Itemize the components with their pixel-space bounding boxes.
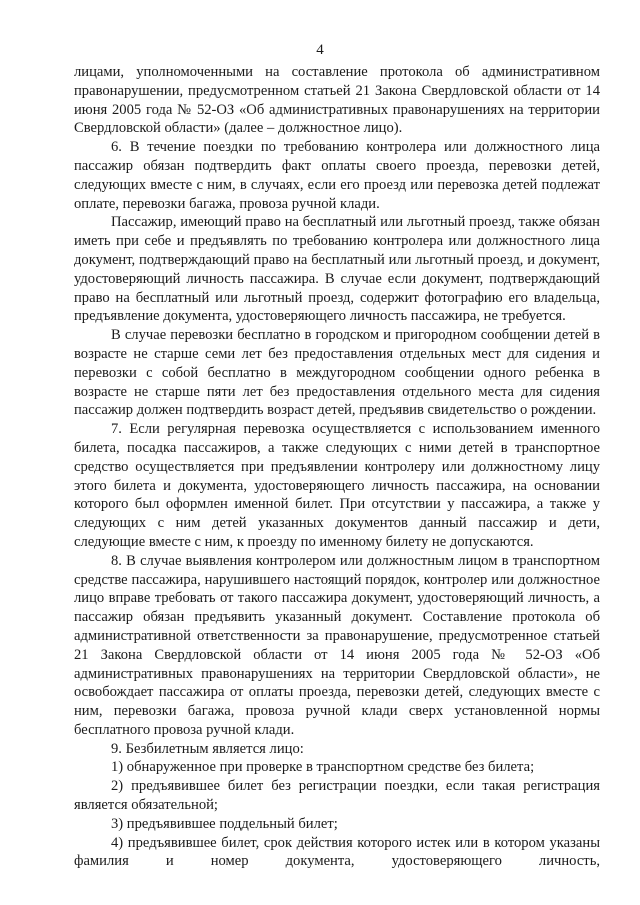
document-body	[74, 63, 600, 871]
page-number: 4	[316, 42, 324, 58]
paragraph-item-9: 9. Безбилетным является лицо:	[111, 740, 304, 757]
list-item-1: 1) обнаруженное при проверке в транспортном средстве без билета;	[111, 759, 535, 776]
paragraph-continuation: лицами, уполномоченными на составление протокола об административном правонарушении, предусмотренном статьей 21 Закона Свердловской области от 14 июня 2005 года № 52-ОЗ «Об административных правонарушениях на территории Свердловской области» (далее – должностное лицо).	[74, 64, 600, 137]
paragraph-free-travel: Пассажир, имеющий право на бесплатный или льготный проезд, также обязан иметь при себе и предъявлять по требованию контролера или должностного лица документ, подтверждающий право на бесплатный или льготный проезд, и документ, удостоверяющий личность пассажира. В случае если документ, подтверждающий право на бесплатный или льготный проезд, содержит фотографию его владельца, предъявление документа, удостоверяющего личность пассажира, не требуется.	[74, 214, 600, 325]
paragraph-children-travel: В случае перевозки бесплатно в городском и пригородном сообщении детей в возрасте не старше семи лет без предоставления отдельных мест для сидения и перевозки с собой бесплатно в междугородном сообщении одного ребенка в возрасте не старше пяти лет без предоставления отдельного места для сидения пассажир должен подтвердить возраст детей, предъявив свидетельство о рождении.	[74, 327, 600, 419]
list-item-3: 3) предъявившее поддельный билет;	[111, 815, 338, 832]
paragraph-item-8: 8. В случае выявления контролером или должностным лицом в транспортном средстве пассажира, нарушившего настоящий порядок, контролер или должностное лицо вправе требовать от такого пассажира документ, удостоверяющий личность, а пассажир обязан предъявить указанный документ. Составление протокола об административной ответственности за правонарушение, предусмотренное статьей 21 Закона Свердловской области от 14 июня 2005 года № 52-ОЗ «Об административных правонарушениях на территории Свердловской области», не освобождает пассажира от оплаты проезда, перевозки детей, следующих вместе с ним, перевозки багажа, провоза ручной клади сверх установленной нормы бесплатного провоза ручной клади.	[74, 552, 600, 738]
paragraph-item-6: 6. В течение поездки по требованию контролера или должностного лица пассажир обязан подтвердить факт оплаты своего проезда, перевозки детей, следующих вместе с ним, в случаях, если его проезд или перевозка детей подлежат оплате, перевозки багажа, провоза ручной клади.	[74, 139, 600, 212]
list-item-4: 4) предъявившее билет, срок действия которого истек или в котором указаны фамилия и номер документа, удостоверяющего личность,	[74, 834, 600, 870]
list-item-2: 2) предъявившее билет без регистрации поездки, если такая регистрация является обязательной;	[74, 778, 600, 814]
paragraph-item-7: 7. Если регулярная перевозка осуществляется с использованием именного билета, посадка пассажиров, а также следующих с ними детей в транспортное средство осуществляется при предъявлении контролеру или должностному лицу этого билета и документа, удостоверяющего личность пассажира, на основании которого был оформлен именной билет. При отсутствии у пассажира, а также у следующих с ним детей указанных документов данный пассажир и дети, следующие вместе с ним, к проезду по именному билету не допускаются.	[74, 421, 600, 550]
